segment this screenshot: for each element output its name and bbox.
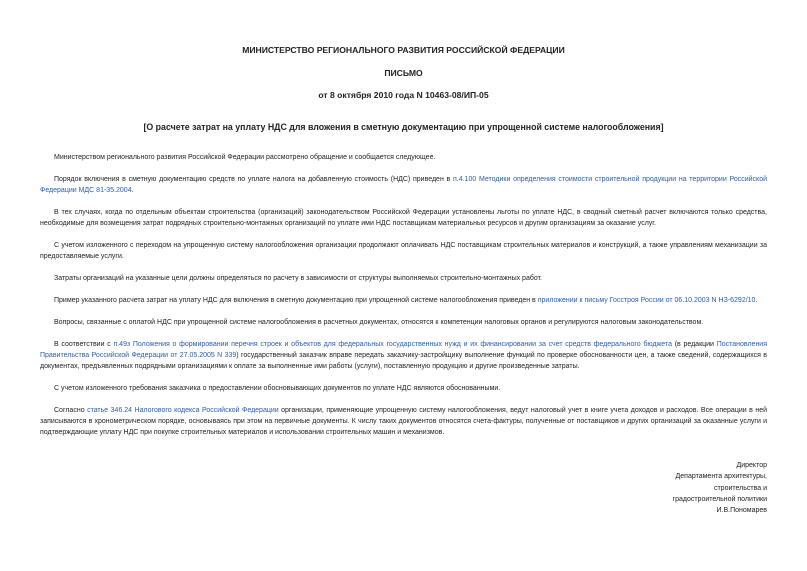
ministry-title: МИНИСТЕРСТВО РЕГИОНАЛЬНОГО РАЗВИТИЯ РОССИЙСКОЙ ФЕДЕРАЦИИ [242,45,565,55]
signature-department-1: Департамента архитектуры, [675,473,767,481]
signature-position: Директор [736,462,767,469]
letter-body [40,152,767,449]
signature-department-3: градостроительной политики [672,495,767,503]
paragraph-8: В соответствии с п.49з Положения о формировании перечня строек и объектов для федеральных государственных нужд и их финансировании за счет средств федерального бюджета (в редакции Постановления Правительства Российской Федерации от 27.05.2005 N 339) государственный заказчик вправе передать заказчику-застройщику выполнение функций по проверке обоснованности цен, а также сведений, содержащихся в документах, предъявленных подрядными организациями к оплате за выполненные ими работы (услуги), поставленную продукцию и другие произведенные затраты. [40,341,768,370]
paragraph-10: Согласно статье 346.24 Налогового кодекса Российской Федерации организации, применяющие упрощенную систему налогообложения, ведут налоговый учет в книге учета доходов и расходов. Все операции в ней записываются в хронометрическом порядке, основываясь при этом на первичные документы. К числу таких документов относятся счета-фактуры, полученные от поставщиков и других организаций за оказанные услуги и подтверждающие уплату НДС при покупке строительных материалов и использовании строительных машин и механизмов. [40,407,768,436]
paragraph-9: С учетом изложенного требования заказчика о предоставлении обосновывающих документов по уплате НДС являются обоснованными. [54,385,501,392]
gosstroy-letter-link[interactable]: приложении к письму Госстроя России от 06.10.2003 N НЗ-6292/10 [537,297,756,304]
signature-block [673,460,767,516]
paragraph-2: Порядок включения в сметную документацию средств по уплате налога на добавленную стоимость (НДС) приведен в п.4.100 Методики определения стоимости строительной продукции на территории Российской Федерации МДС 81-35.2004. [40,176,767,194]
paragraph-5: Затраты организаций на указанные цели должны определяться по расчету в зависимости от структуры выполняемых строительно-монтажных работ. [54,275,542,282]
paragraph-3: В тех случаях, когда по отдельным объектам строительства (организаций) законодательством Российской Федерации установлены льготы по уплате НДС, в сводный сметный расчет включаются только средства, необходимые для возмещения затрат подрядных строительно-монтажных организаций по уплате ими НДС поставщикам материальных ресурсов и другим организациям за оказание услуг. [40,209,767,227]
signature-department-2: строительства и [713,484,767,492]
paragraph-6: Пример указанного расчета затрат на уплату НДС для включения в сметную документацию при упрощенной системе налогообложения приведен в приложении к письму Госстроя России от 06.10.2003 N НЗ-6292/10. [54,297,758,304]
document-subject: [О расчете затрат на уплату НДС для вложения в сметную документацию при упрощенной системе налогообложения] [143,122,664,132]
paragraph-4: С учетом изложенного с переходом на упрощенную систему налогообложения организации продолжают оплачивать НДС поставщикам строительных материалов и конструкций, а также управлениям механизации за предоставляемые услуги. [40,242,767,260]
signature-name: И.В.Пономарев [716,507,767,515]
government-decree-link[interactable]: Постановления Правительства Российской Федерации от 27.05.2005 N 339 [40,341,768,359]
document-type: ПИСЬМО [384,68,423,78]
tax-code-link[interactable]: статье 346.24 Налогового кодекса Российской Федерации [87,407,279,414]
paragraph-7: Вопросы, связанные с оплатой НДС при упрощенной системе налогообложения в расчетных документах, относятся к компетенции налоговых органов и регулируются налоговым законодательством. [54,319,704,326]
paragraph-1: Министерством регионального развития Российской Федерации рассмотрено обращение и сообщается следующее. [54,154,436,161]
regulation-link[interactable]: п.49з Положения о формировании перечня строек и объектов для федеральных государственных нужд и их финансировании за счет средств федерального бюджета [113,341,672,348]
methodology-link[interactable]: п.4.100 Методики определения стоимости строительной продукции на территории Российской Федерации МДС 81-35.2004 [40,176,767,194]
document-date-number: от 8 октября 2010 года N 10463-08/ИП-05 [318,90,489,100]
